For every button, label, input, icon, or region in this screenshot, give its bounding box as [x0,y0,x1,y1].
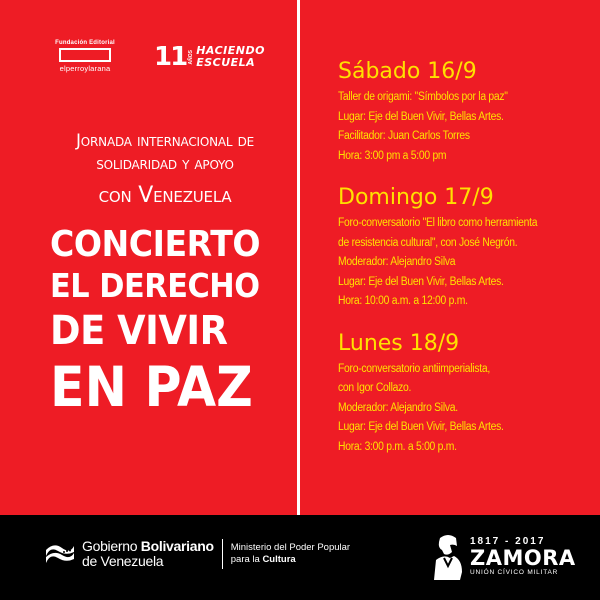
headline-line2: solidaridad y apoyo [96,154,234,174]
day-detail: Lugar: Eje del Buen Vivir, Bellas Artes. [338,275,504,288]
gov-line2: de Venezuela [82,553,164,569]
editorial-logo [50,40,120,73]
day-detail: Hora: 10:00 a.m. a 12:00 p.m. [338,295,468,307]
schedule-day [338,184,588,312]
concert-title [50,224,280,418]
concert-line3: DE VIVIR [50,308,228,354]
schedule-day [338,330,588,458]
editorial-mark-icon [59,48,111,62]
haciendo-line2: ESCUELA [196,56,256,69]
column-divider [297,0,300,515]
editorial-brand: elperroylarana [59,64,111,73]
day-detail: con Igor Collazo. [338,382,412,394]
headline [50,130,280,418]
day-detail: Foro-conversatorio antiimperialista, [338,362,490,375]
day-detail: Lugar: Eje del Buen Vivir, Bellas Artes. [338,421,504,433]
concert-line1: CONCIERTO [50,224,261,265]
schedule-day [338,58,588,166]
haciendo-escuela-logo [154,44,265,70]
gov-line1b: Bolivariano [140,538,214,554]
schedule [338,58,588,475]
ministry-line2a: para la [230,554,263,565]
footer [0,515,600,600]
zamora-years: 1817 - 2017 [470,536,546,547]
zamora-union: UNIÓN CÍVICO MILITAR [470,569,559,576]
day-title: Sábado 16/9 [338,59,477,84]
flag-icon [44,538,76,570]
ministry-line1: Ministerio del Poder Popular [230,542,351,553]
day-detail: Hora: 3:00 pm a 5:00 pm [338,149,447,162]
day-detail: Lugar: Eje del Buen Vivir, Bellas Artes. [338,110,504,123]
day-detail: Moderador: Alejandro Silva. [338,401,458,414]
footer-separator [222,539,223,569]
day-detail: Foro-conversatorio "El libro como herramienta [338,217,538,229]
zamora-logo [430,532,576,580]
headline-line3: con Venezuela [98,183,232,208]
haciendo-years: AÑOS [188,49,195,65]
day-title: Domingo 17/9 [338,185,494,210]
zamora-bust-icon [430,532,466,580]
ministry-line2b: Cultura [262,554,296,565]
haciendo-number: 11 [154,42,187,72]
headline-line1: Jornada internacional de [75,131,255,151]
day-detail: Taller de origami: "Símbolos por la paz" [338,91,508,103]
concert-line2: EL DERECHO [50,266,260,305]
day-detail: de resistencia cultural", con José Negrón. [338,236,518,249]
day-detail: Hora: 3:00 p.m. a 5:00 p.m. [338,440,457,453]
gov-line1a: Gobierno [82,538,141,554]
logos [50,40,270,80]
editorial-name: Fundación Editorial [55,40,115,46]
day-detail: Facilitador: Juan Carlos Torres [338,130,470,142]
haciendo-line1: HACIENDO [196,44,265,57]
concert-line4: EN PAZ [50,355,253,419]
government-logo [44,538,350,570]
zamora-name: ZAMORA [470,546,576,570]
day-title: Lunes 18/9 [338,330,460,356]
day-detail: Moderador: Alejandro Silva [338,256,456,268]
